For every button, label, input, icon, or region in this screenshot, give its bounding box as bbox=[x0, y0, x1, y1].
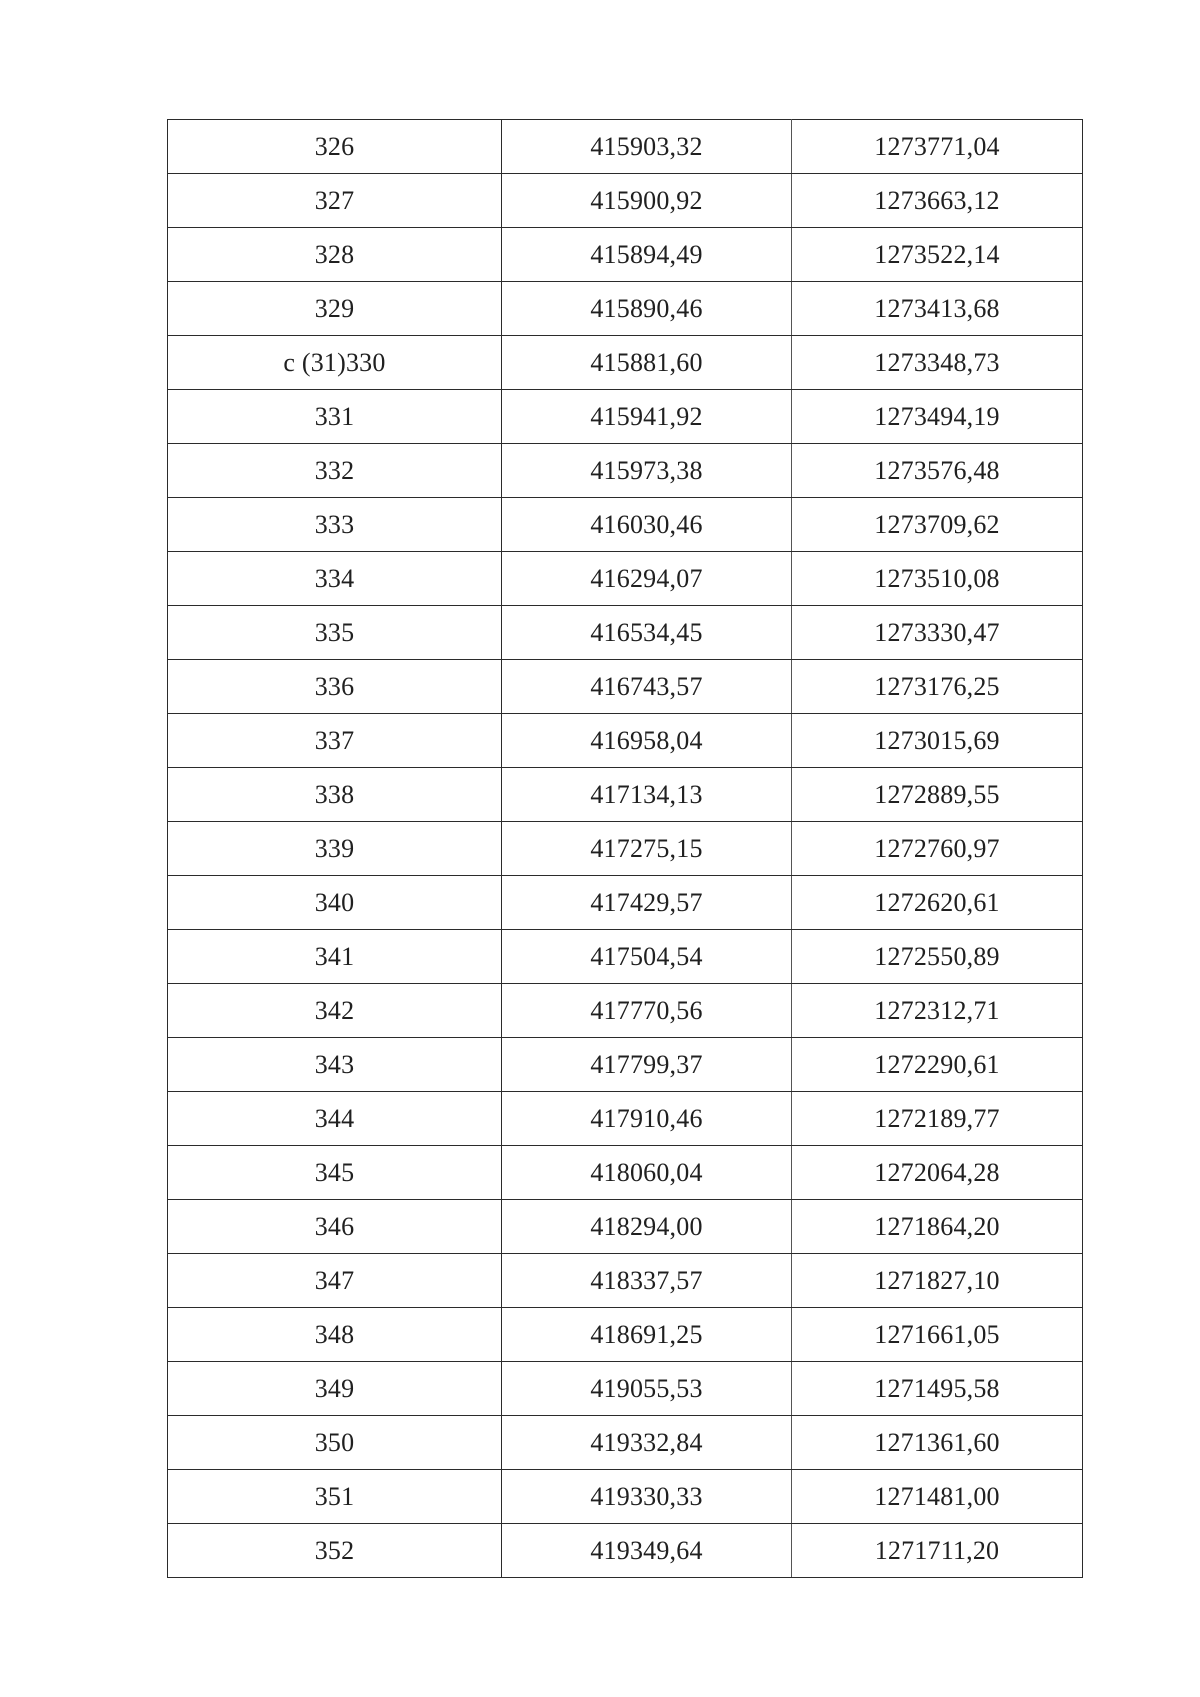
y-coordinate-cell: 1273348,73 bbox=[792, 336, 1083, 390]
y-coordinate-cell: 1272550,89 bbox=[792, 930, 1083, 984]
table-row bbox=[168, 1470, 1083, 1524]
point-number-cell: c (31)330 bbox=[168, 336, 502, 390]
table-row bbox=[168, 930, 1083, 984]
x-coordinate-cell: 417134,13 bbox=[502, 768, 792, 822]
point-number-cell: 351 bbox=[168, 1470, 502, 1524]
table-row bbox=[168, 336, 1083, 390]
point-number-cell: 328 bbox=[168, 228, 502, 282]
table-row bbox=[168, 606, 1083, 660]
point-number-cell: 348 bbox=[168, 1308, 502, 1362]
point-number-cell: 332 bbox=[168, 444, 502, 498]
coordinates-table-body bbox=[168, 120, 1083, 1578]
x-coordinate-cell: 417770,56 bbox=[502, 984, 792, 1038]
point-number-cell: 327 bbox=[168, 174, 502, 228]
table-row bbox=[168, 984, 1083, 1038]
x-coordinate-cell: 418337,57 bbox=[502, 1254, 792, 1308]
y-coordinate-cell: 1272889,55 bbox=[792, 768, 1083, 822]
y-coordinate-cell: 1272760,97 bbox=[792, 822, 1083, 876]
x-coordinate-cell: 415973,38 bbox=[502, 444, 792, 498]
point-number-cell: 347 bbox=[168, 1254, 502, 1308]
x-coordinate-cell: 418691,25 bbox=[502, 1308, 792, 1362]
y-coordinate-cell: 1272064,28 bbox=[792, 1146, 1083, 1200]
table-row bbox=[168, 822, 1083, 876]
point-number-cell: 340 bbox=[168, 876, 502, 930]
table-row bbox=[168, 1254, 1083, 1308]
y-coordinate-cell: 1273494,19 bbox=[792, 390, 1083, 444]
x-coordinate-cell: 415900,92 bbox=[502, 174, 792, 228]
table-row bbox=[168, 1308, 1083, 1362]
point-number-cell: 343 bbox=[168, 1038, 502, 1092]
point-number-cell: 352 bbox=[168, 1524, 502, 1578]
table-row bbox=[168, 282, 1083, 336]
y-coordinate-cell: 1273709,62 bbox=[792, 498, 1083, 552]
point-number-cell: 337 bbox=[168, 714, 502, 768]
x-coordinate-cell: 415894,49 bbox=[502, 228, 792, 282]
x-coordinate-cell: 416743,57 bbox=[502, 660, 792, 714]
table-row bbox=[168, 714, 1083, 768]
point-number-cell: 345 bbox=[168, 1146, 502, 1200]
x-coordinate-cell: 416030,46 bbox=[502, 498, 792, 552]
y-coordinate-cell: 1273522,14 bbox=[792, 228, 1083, 282]
point-number-cell: 329 bbox=[168, 282, 502, 336]
table-row bbox=[168, 552, 1083, 606]
table-row bbox=[168, 1524, 1083, 1578]
y-coordinate-cell: 1272290,61 bbox=[792, 1038, 1083, 1092]
point-number-cell: 338 bbox=[168, 768, 502, 822]
y-coordinate-cell: 1271661,05 bbox=[792, 1308, 1083, 1362]
y-coordinate-cell: 1271481,00 bbox=[792, 1470, 1083, 1524]
point-number-cell: 335 bbox=[168, 606, 502, 660]
point-number-cell: 339 bbox=[168, 822, 502, 876]
point-number-cell: 331 bbox=[168, 390, 502, 444]
y-coordinate-cell: 1273576,48 bbox=[792, 444, 1083, 498]
x-coordinate-cell: 417910,46 bbox=[502, 1092, 792, 1146]
x-coordinate-cell: 417799,37 bbox=[502, 1038, 792, 1092]
table-row bbox=[168, 660, 1083, 714]
y-coordinate-cell: 1272189,77 bbox=[792, 1092, 1083, 1146]
point-number-cell: 326 bbox=[168, 120, 502, 174]
table-row bbox=[168, 228, 1083, 282]
y-coordinate-cell: 1272312,71 bbox=[792, 984, 1083, 1038]
x-coordinate-cell: 419332,84 bbox=[502, 1416, 792, 1470]
point-number-cell: 336 bbox=[168, 660, 502, 714]
x-coordinate-cell: 415890,46 bbox=[502, 282, 792, 336]
x-coordinate-cell: 415941,92 bbox=[502, 390, 792, 444]
point-number-cell: 344 bbox=[168, 1092, 502, 1146]
point-number-cell: 342 bbox=[168, 984, 502, 1038]
x-coordinate-cell: 417429,57 bbox=[502, 876, 792, 930]
y-coordinate-cell: 1273015,69 bbox=[792, 714, 1083, 768]
point-number-cell: 349 bbox=[168, 1362, 502, 1416]
x-coordinate-cell: 416294,07 bbox=[502, 552, 792, 606]
table-row bbox=[168, 1092, 1083, 1146]
point-number-cell: 333 bbox=[168, 498, 502, 552]
y-coordinate-cell: 1271864,20 bbox=[792, 1200, 1083, 1254]
x-coordinate-cell: 418294,00 bbox=[502, 1200, 792, 1254]
y-coordinate-cell: 1271827,10 bbox=[792, 1254, 1083, 1308]
table-row bbox=[168, 768, 1083, 822]
x-coordinate-cell: 415903,32 bbox=[502, 120, 792, 174]
x-coordinate-cell: 419349,64 bbox=[502, 1524, 792, 1578]
table-row bbox=[168, 444, 1083, 498]
point-number-cell: 334 bbox=[168, 552, 502, 606]
y-coordinate-cell: 1271711,20 bbox=[792, 1524, 1083, 1578]
y-coordinate-cell: 1273510,08 bbox=[792, 552, 1083, 606]
x-coordinate-cell: 416958,04 bbox=[502, 714, 792, 768]
table-row bbox=[168, 1038, 1083, 1092]
point-number-cell: 341 bbox=[168, 930, 502, 984]
table-row bbox=[168, 1146, 1083, 1200]
table-row bbox=[168, 498, 1083, 552]
point-number-cell: 350 bbox=[168, 1416, 502, 1470]
x-coordinate-cell: 419330,33 bbox=[502, 1470, 792, 1524]
y-coordinate-cell: 1273330,47 bbox=[792, 606, 1083, 660]
table-row bbox=[168, 120, 1083, 174]
y-coordinate-cell: 1273413,68 bbox=[792, 282, 1083, 336]
x-coordinate-cell: 415881,60 bbox=[502, 336, 792, 390]
y-coordinate-cell: 1273771,04 bbox=[792, 120, 1083, 174]
table-row bbox=[168, 390, 1083, 444]
y-coordinate-cell: 1271495,58 bbox=[792, 1362, 1083, 1416]
y-coordinate-cell: 1273176,25 bbox=[792, 660, 1083, 714]
table-row bbox=[168, 1200, 1083, 1254]
point-number-cell: 346 bbox=[168, 1200, 502, 1254]
table-row bbox=[168, 1362, 1083, 1416]
x-coordinate-cell: 419055,53 bbox=[502, 1362, 792, 1416]
x-coordinate-cell: 416534,45 bbox=[502, 606, 792, 660]
table-row bbox=[168, 174, 1083, 228]
x-coordinate-cell: 418060,04 bbox=[502, 1146, 792, 1200]
y-coordinate-cell: 1272620,61 bbox=[792, 876, 1083, 930]
y-coordinate-cell: 1273663,12 bbox=[792, 174, 1083, 228]
table-row bbox=[168, 1416, 1083, 1470]
y-coordinate-cell: 1271361,60 bbox=[792, 1416, 1083, 1470]
x-coordinate-cell: 417275,15 bbox=[502, 822, 792, 876]
x-coordinate-cell: 417504,54 bbox=[502, 930, 792, 984]
table-row bbox=[168, 876, 1083, 930]
coordinates-table bbox=[167, 119, 1083, 1578]
